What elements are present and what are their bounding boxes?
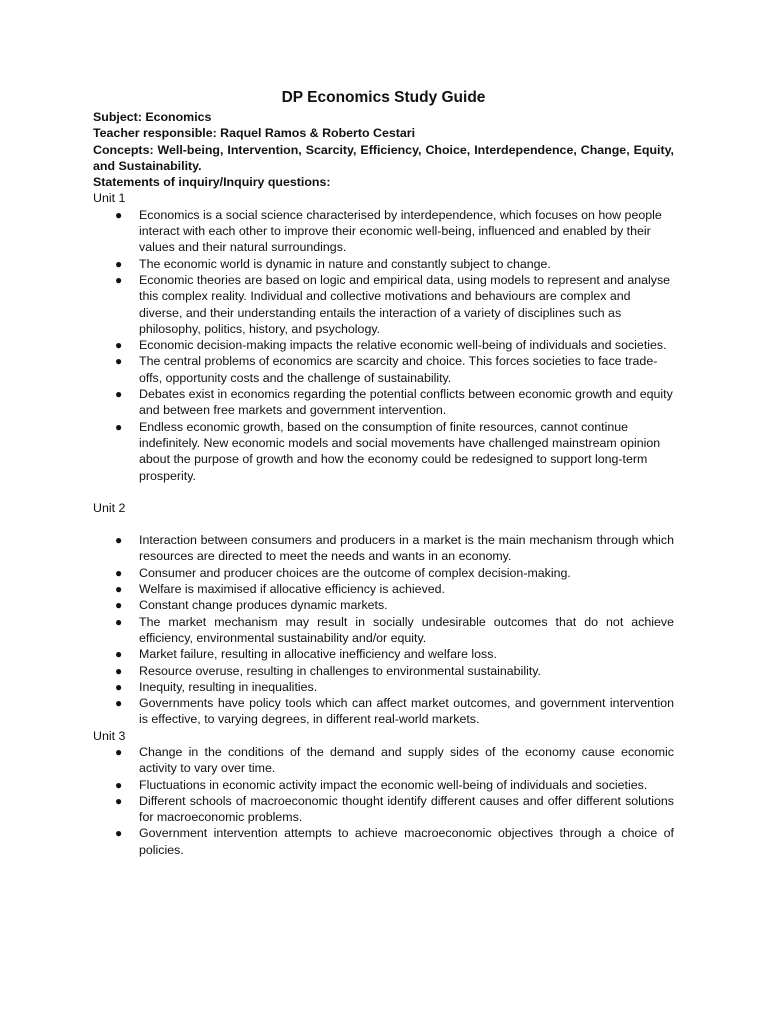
bullet-icon: ● bbox=[115, 777, 123, 792]
bullet-icon: ● bbox=[115, 663, 123, 678]
unit-2-label: Unit 2 bbox=[93, 500, 126, 515]
list-item: ● Welfare is maximised if allocative efficiency is achieved. bbox=[115, 582, 445, 597]
list-item: ● The central problems of economics are scarcity and choice. This forces societies to face trade-offs, opportunity costs and the challenge of sustainability. bbox=[115, 354, 658, 385]
bullet-icon: ● bbox=[115, 533, 123, 548]
list-item: ● Change in the conditions of the demand and supply sides of the economy cause economic activity to vary over time. bbox=[115, 744, 674, 776]
bullet-icon: ● bbox=[115, 679, 123, 694]
list-item: ● Governments have policy tools which can affect market outcomes, and government intervention is effective, to varying degrees, in different real-world markets. bbox=[115, 696, 674, 727]
list-item: ● Fluctuations in economic activity impact the economic well-being of individuals and societies. bbox=[115, 777, 648, 792]
unit-2-list bbox=[93, 532, 674, 728]
bullet-icon: ● bbox=[115, 582, 123, 597]
bullet-icon: ● bbox=[115, 696, 123, 711]
unit-3-list bbox=[93, 744, 674, 858]
bullet-icon: ● bbox=[115, 565, 123, 580]
bullet-icon: ● bbox=[115, 647, 123, 662]
list-item: ● Constant change produces dynamic markets. bbox=[115, 598, 388, 613]
teacher-line: Teacher responsible: Raquel Ramos & Roberto Cestari bbox=[93, 126, 416, 141]
list-item: ● The market mechanism may result in socially undesirable outcomes that do not achieve efficiency, environmental sustainability and/or equity. bbox=[115, 614, 674, 645]
list-item: ● Endless economic growth, based on the consumption of finite resources, cannot continue indefinitely. New economic models and social movements have challenged mainstream opinion about the purpose of growth and how the economy could be redesigned to support long-term prosperity. bbox=[115, 419, 661, 483]
list-item: ● Economic decision-making impacts the relative economic well-being of individuals and societies. bbox=[115, 338, 667, 353]
concepts-line: Concepts: Well-being, Intervention, Scarcity, Efficiency, Choice, Interdependence, Change, Equity, and Sustainability. bbox=[93, 142, 674, 173]
bullet-icon: ● bbox=[115, 419, 123, 434]
list-item: ● Interaction between consumers and producers in a market is the main mechanism through which resources are directed to meet the needs and wants in an economy. bbox=[115, 533, 674, 564]
bullet-icon: ● bbox=[115, 338, 123, 353]
bullet-icon: ● bbox=[115, 354, 123, 369]
list-item: ● Economics is a social science characterised by interdependence, which focuses on how people interact with each other to improve their economic well-being, influenced and enabled by their values and their natural surroundings. bbox=[115, 207, 662, 255]
bullet-icon: ● bbox=[115, 256, 123, 271]
bullet-icon: ● bbox=[115, 272, 123, 287]
list-item: ● Market failure, resulting in allocative inefficiency and welfare loss. bbox=[115, 647, 497, 662]
bullet-icon: ● bbox=[115, 614, 123, 629]
bullet-icon: ● bbox=[115, 793, 123, 808]
unit-1-label: Unit 1 bbox=[93, 191, 126, 206]
bullet-icon: ● bbox=[115, 598, 123, 613]
unit-1-list bbox=[93, 207, 674, 484]
list-item: ● Government intervention attempts to achieve macroeconomic objectives through a choice of policies. bbox=[115, 826, 674, 857]
spacer bbox=[93, 516, 674, 532]
unit-3-label: Unit 3 bbox=[93, 728, 126, 743]
bullet-icon: ● bbox=[115, 744, 123, 759]
list-item: ● Consumer and producer choices are the outcome of complex decision-making. bbox=[115, 565, 571, 580]
spacer bbox=[93, 484, 674, 500]
list-item: ● Resource overuse, resulting in challenges to environmental sustainability. bbox=[115, 663, 541, 678]
bullet-icon: ● bbox=[115, 826, 123, 841]
list-item: ● The economic world is dynamic in nature and constantly subject to change. bbox=[115, 256, 551, 271]
document-page bbox=[93, 88, 674, 858]
statements-heading: Statements of inquiry/Inquiry questions: bbox=[93, 175, 331, 190]
list-item: ● Debates exist in economics regarding the potential conflicts between economic growth and equity and between free markets and government intervention. bbox=[115, 387, 673, 418]
bullet-icon: ● bbox=[115, 387, 123, 402]
bullet-icon: ● bbox=[115, 207, 123, 222]
subject-line: Subject: Economics bbox=[93, 110, 212, 124]
list-item: ● Inequity, resulting in inequalities. bbox=[115, 679, 318, 694]
document-title: DP Economics Study Guide bbox=[281, 89, 486, 106]
list-item: ● Economic theories are based on logic and empirical data, using models to represent and analyse this complex reality. Individual and collective motivations and behaviours are complex and diverse, and their understanding entails the interaction of a variety of disciplines such as philosophy, politics, history, and psychology. bbox=[115, 272, 671, 336]
list-item: ● Different schools of macroeconomic thought identify different causes and offer different solutions for macroeconomic problems. bbox=[115, 793, 674, 825]
